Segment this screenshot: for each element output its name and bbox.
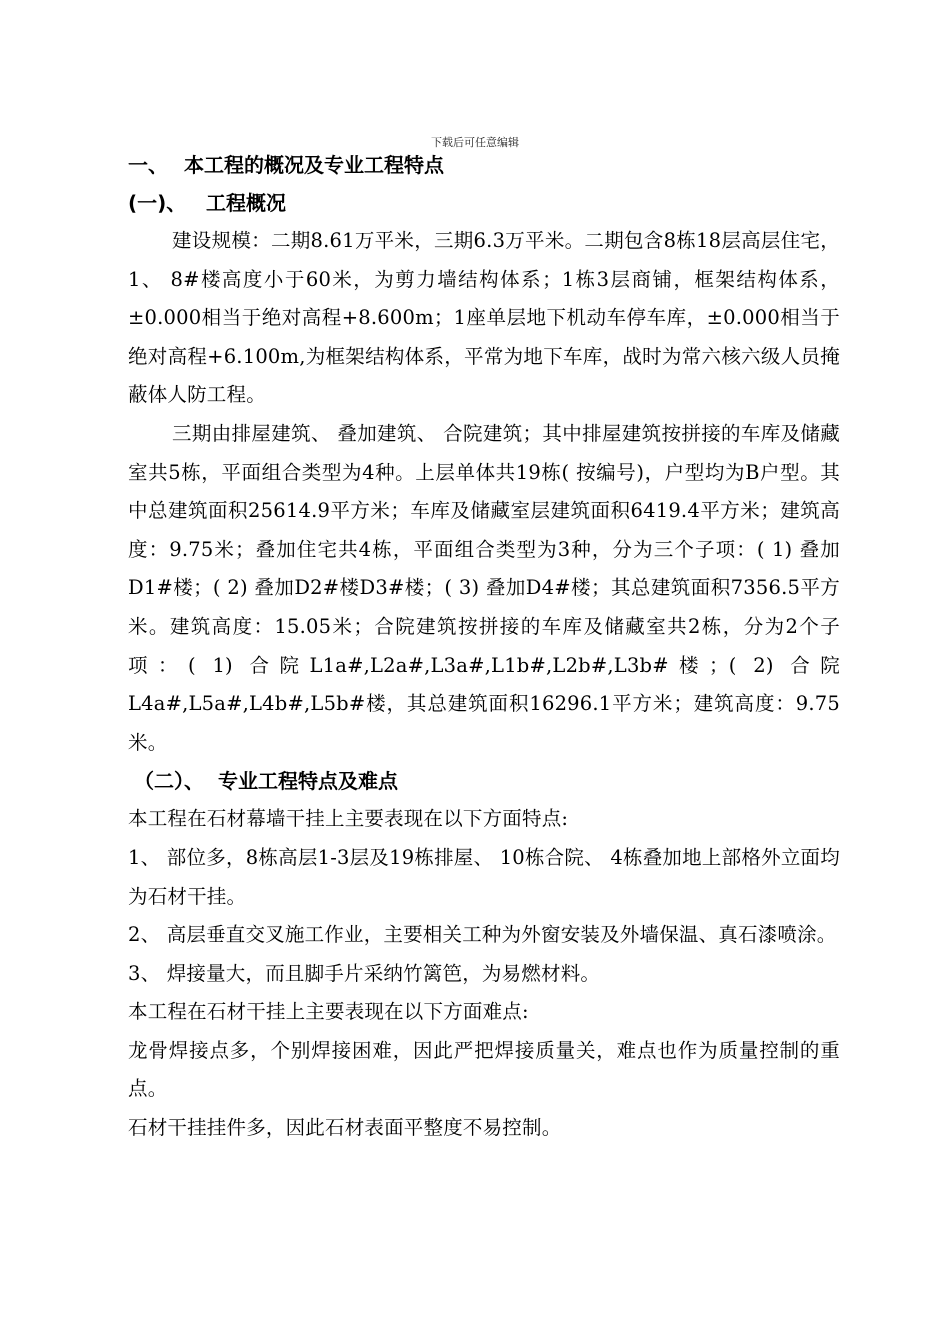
subsection-number: （二）、 [134,769,204,794]
section-heading [128,146,840,184]
subsection-number: (一)、 [128,191,187,215]
subsection-title: 工程概况 [206,191,286,215]
feature-item: 1、 部位多，8栋高层1-3层及19栋排屋、 10栋合院、 4栋叠加地上部格外立面均为石材干挂。 [128,845,840,908]
section-title: 本工程的概况及专业工程特点 [184,153,444,177]
features-intro: 本工程在石材幕墙干挂上主要表现在以下方面特点: [128,807,569,831]
difficulties-intro: 本工程在石材干挂上主要表现在以下方面难点: [128,1000,529,1024]
subsection-heading-features [128,762,840,800]
subsection-title: 专业工程特点及难点 [218,769,398,794]
subsection-heading-overview [128,184,840,222]
paragraph-scale: 建设规模：二期8.61万平米，三期6.3万平米。二期包含8栋18层高层住宅，1、 8#楼高度小于60米，为剪力墙结构体系；1栋3层商铺，框架结构体系，±0.000相当于绝对高程+8.600m；1座单层地下机动车停车库，±0.000相当于绝对高程+6.100m,为框架结构体系，平常为地下车库，战时为常六核六级人员掩蔽体人防工程。 [128,229,840,407]
watermark-text: 下载后可任意编辑 [431,136,519,149]
feature-item: 2、 高层垂直交叉施工作业，主要相关工种为外窗安装及外墙保温、真石漆喷涂。 [128,923,837,947]
feature-item: 3、 焊接量大，而且脚手片采纳竹篱笆，为易燃材料。 [128,961,601,985]
difficulty-item: 石材干挂挂件多，因此石材表面平整度不易控制。 [128,1116,562,1140]
document-body [128,146,840,1148]
section-number: 一、 [128,153,168,177]
paragraph-phase3: 三期由排屋建筑、 叠加建筑、 合院建筑；其中排屋建筑按拼接的车库及储藏室共5栋，平面组合类型为4种。上层单体共19栋( 按编号)，户型均为B户型。其中总建筑面积25614.9平方米；车库及储藏室层建筑面积6419.4平方米；建筑高度：9.75米；叠加住宅共4栋，平面组合类型为3种，分为三个子项：( 1) 叠加D1#楼；( 2) 叠加D2#楼D3#楼；( 3) 叠加D4#楼；其总建筑面积7356.5平方米。建筑高度：15.05米；合院建筑按拼接的车库及储藏室共2栋，分为2个子项：( 1) 合院L1a#,L2a#,L3a#,L1b#,L2b#,L3b#楼；( 2) 合院L4a#,L5a#,L4b#,L5b#楼，其总建筑面积16296.1平方米；建筑高度：9.75米。 [128,421,840,754]
difficulty-item: 龙骨焊接点多，个别焊接困难，因此严把焊接质量关，难点也作为质量控制的重点。 [128,1038,840,1101]
